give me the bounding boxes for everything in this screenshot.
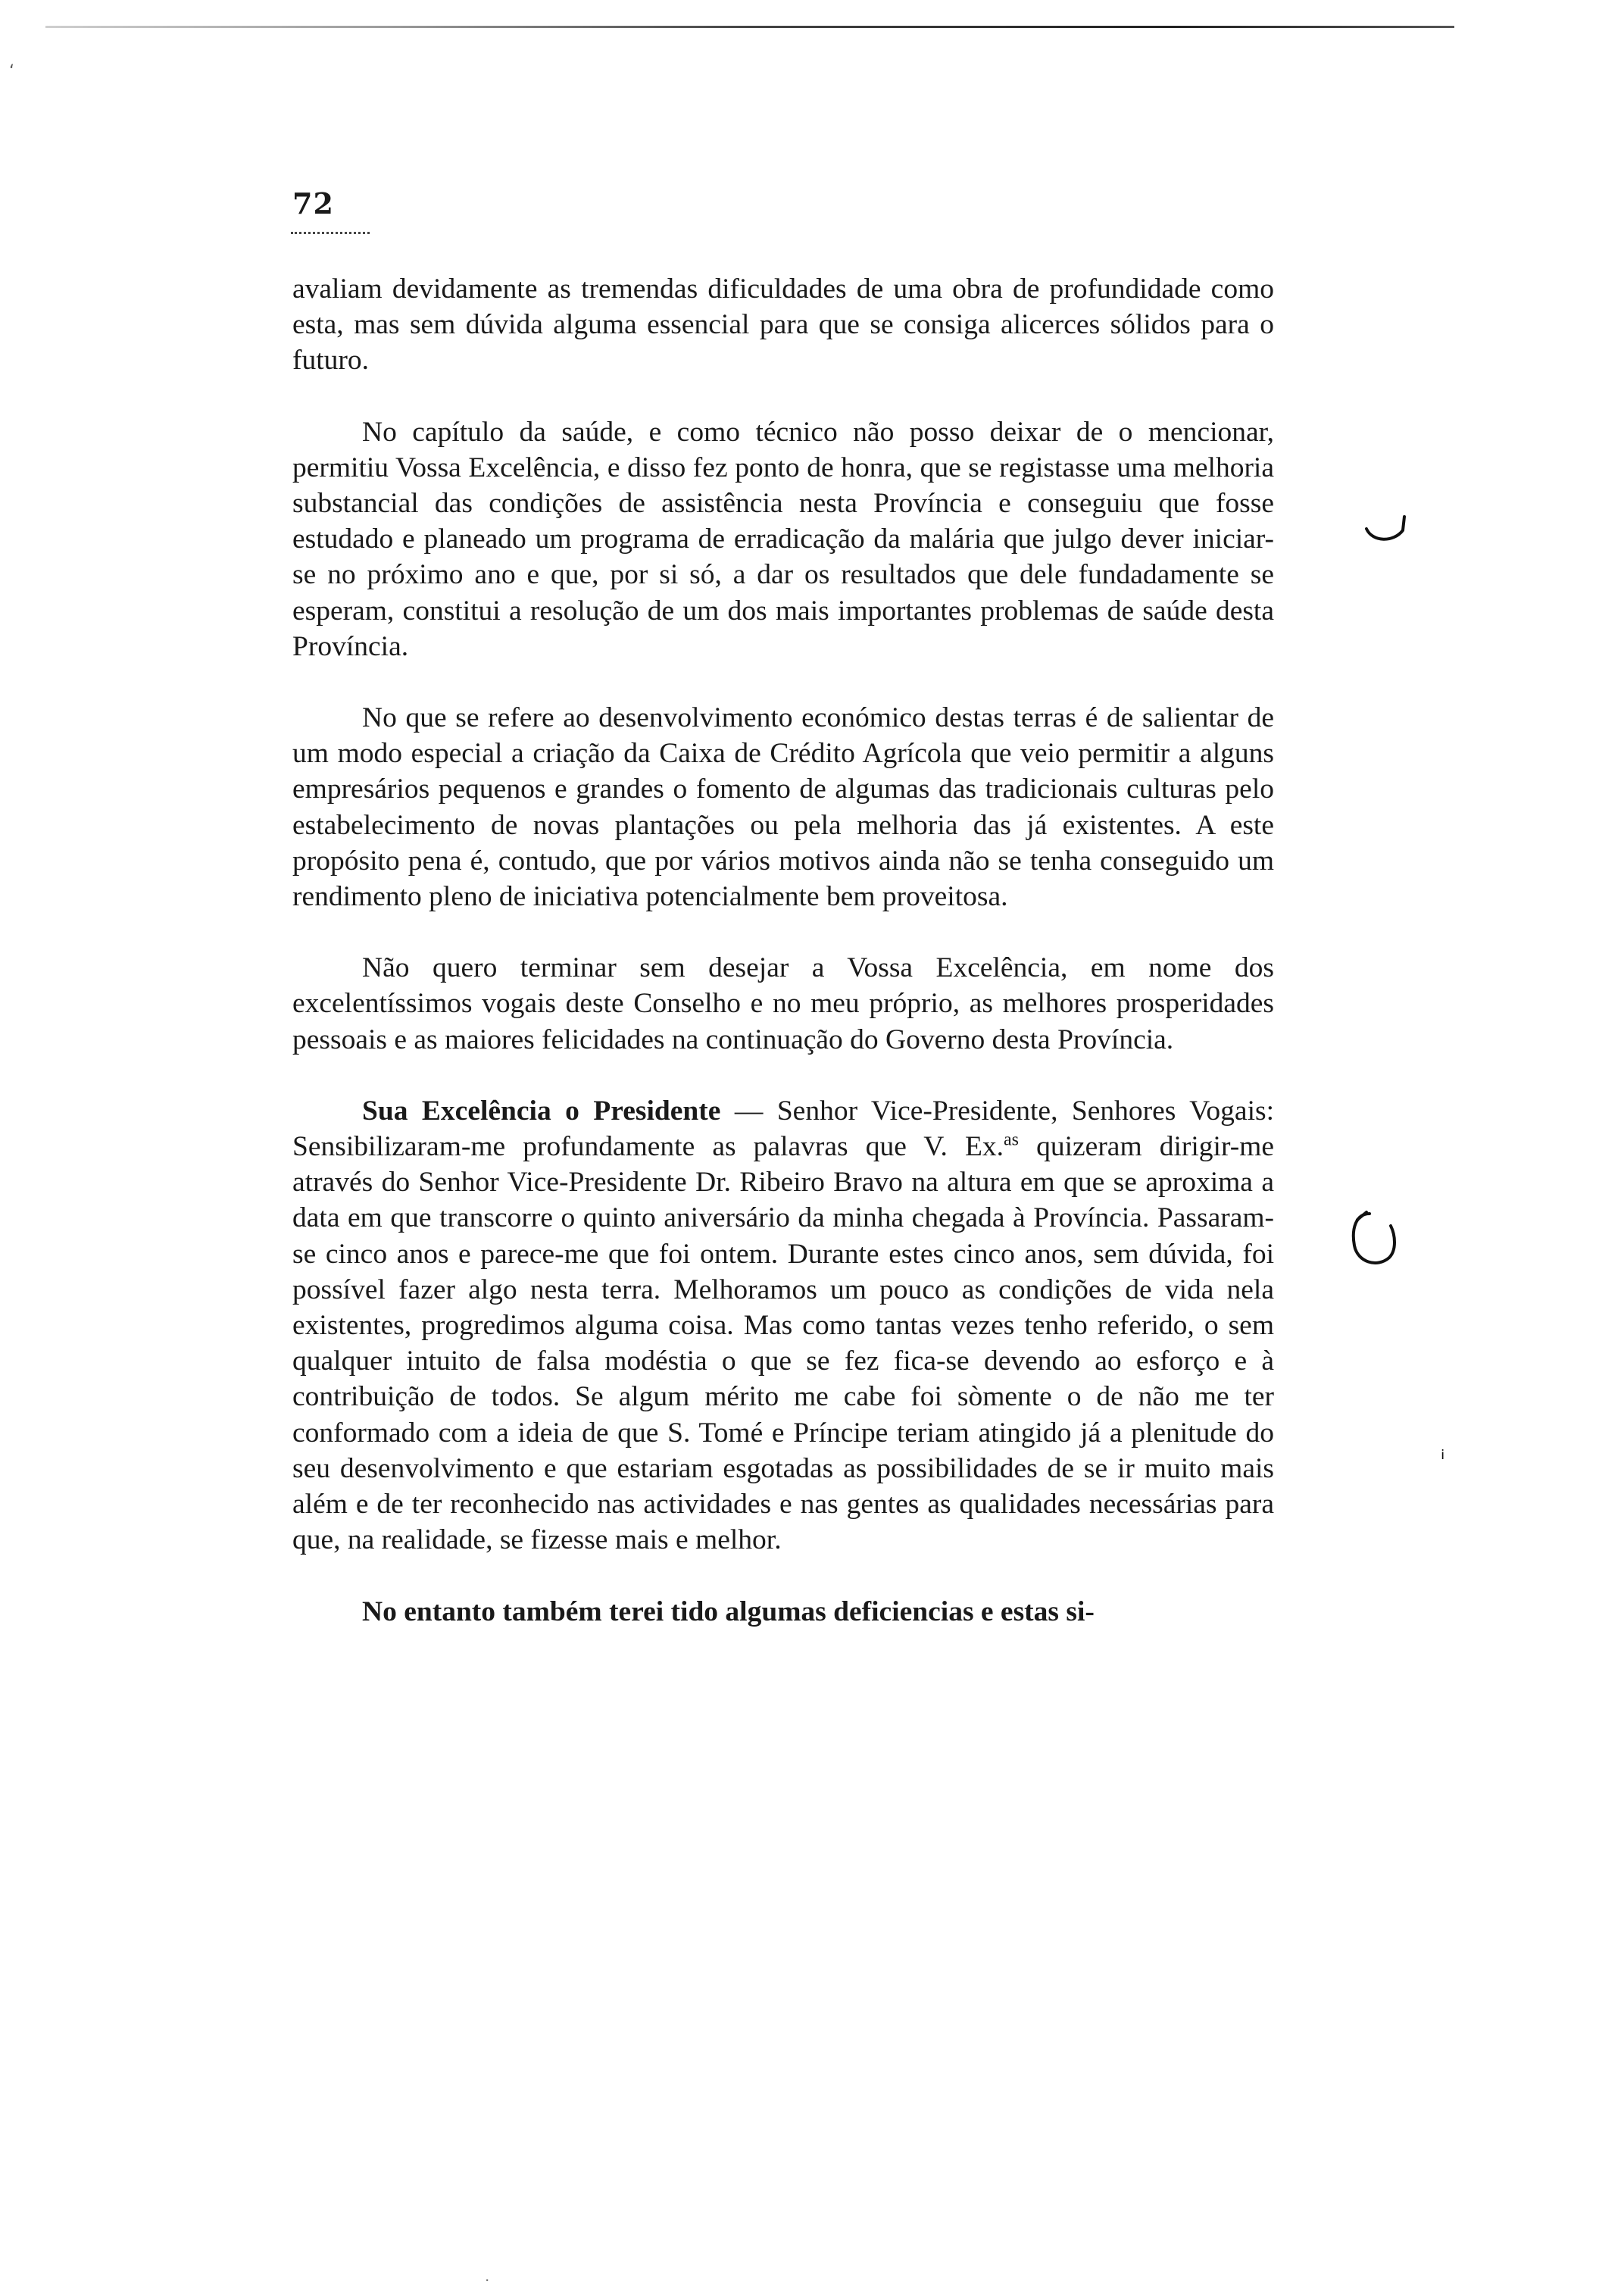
top-edge-rule [45, 26, 1454, 28]
margin-hook-mark [1363, 508, 1409, 545]
paragraph-economy: No que se refere ao desenvolvimento económico destas terras é de salientar de um modo especial a criação da Caixa de Crédito Agrícola que veio permitir a alguns empresários pequenos e grandes o fomento de algumas das tradicionais culturas pelo estabelecimento de novas plantações ou pela melhoria das já existentes. A este propósito pena é, contudo, que por vários motivos ainda não se tenha conseguido um rendimento pleno de iniciativa potencialmente bem proveitosa. [292, 702, 1274, 913]
speaker-dash: — [720, 1095, 777, 1127]
paragraph-continuation: avaliam devidamente as tremendas dificuldades de uma obra de profundidade como esta, mas sem dúvida alguma essencial para que se consiga alicerces sólidos para o futuro. [292, 273, 1274, 377]
page-number: 72 [292, 186, 334, 220]
paragraph-health: No capítulo da saúde, e como técnico não posso deixar de o mencionar, permitiu Vossa Excelência, e disso fez ponto de honra, que se registasse uma melhoria substancial das condições de assistência nesta Província e conseguiu que fosse estudado e planeado um programa de erradicação da malária que julgo dever iniciar-se no próximo ano e que, por si só, a dar os resultados que dele fundadamente se esperam, constitui a resolução de um dos mais importantes problemas de saúde desta Província. [292, 416, 1274, 662]
margin-dot-mark: ᵢ [1441, 1439, 1445, 1465]
paragraph-final-line: No entanto também terei tido algumas deficiencias e estas si- [362, 1596, 1095, 1627]
speech-text-part-2: quizeram dirigir-me através do Senhor Vice-Presidente Dr. Ribeiro Bravo na altura em que se aproxima a data em que transcorre o quinto aniversário da minha chegada à Província. Passaram-se cinco anos e parece-me que foi ontem. Durante estes cinco anos, sem dúvida, foi possível fazer algo nesta terra. Melhoramos um pouco as condições de vida nela existentes, progredimos alguma coisa. Mas como tantas vezes tenho referido, o sem qualquer intuito de falsa modéstia o que se fez fica-se devendo ao esforço e à contribuição de todos. Se algum mérito me cabe foi sòmente o de não me ter conformado com a ideia de que S. Tomé e Príncipe teriam atingido já a plenitude do seu desenvolvimento e que estariam esgotadas as possibilidades de se ir muito mais além e de ter reconhecido nas actividades e nas gentes as qualidades necessárias para que, na realidade, se fizesse mais e melhor. [292, 1131, 1274, 1556]
margin-tick-mark: ‘ [9, 62, 14, 81]
paragraph-farewell: Não quero terminar sem desejar a Vossa Excelência, em nome dos excelentíssimos vogais deste Conselho e no meu próprio, as melhores prosperidades pessoais e as maiores felicidades na continuação do Governo desta Província. [292, 952, 1274, 1055]
margin-circle-mark [1347, 1208, 1400, 1271]
document-body [292, 271, 1274, 1630]
paragraph-president-speech [292, 1093, 1274, 1558]
page-number-underline [291, 232, 370, 234]
bottom-speck-mark: · [485, 2271, 490, 2289]
speaker-name: Sua Excelência o Presidente [362, 1095, 721, 1127]
speech-text-part-1: Senhor Vice-Presidente, Senhores Vogais: Sensibilizaram-me profundamente as palavras que V. Ex. [292, 1095, 1274, 1163]
superscript-as: as [1004, 1130, 1020, 1150]
